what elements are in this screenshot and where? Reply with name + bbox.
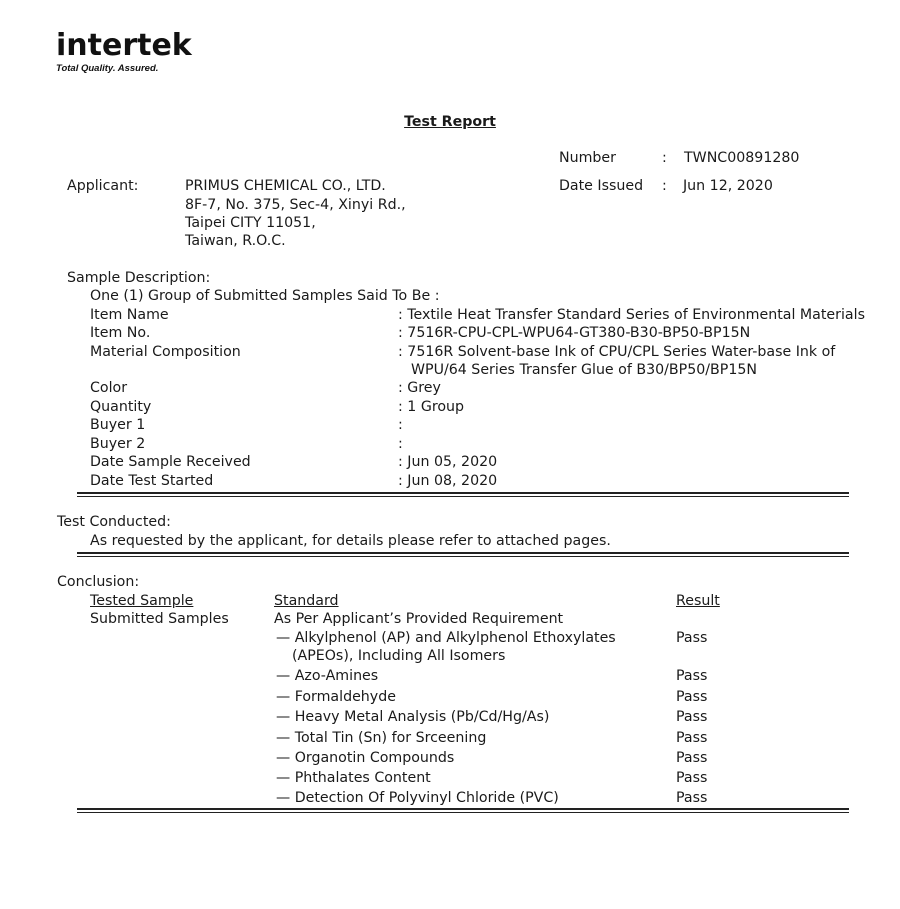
- sample-row-label: Date Test Started: [90, 473, 214, 489]
- standard-item-cont: (APEOs), Including All Isomers: [292, 648, 506, 664]
- standard-item: — Heavy Metal Analysis (Pb/Cd/Hg/As): [276, 709, 550, 725]
- date-issued-colon: :: [662, 178, 667, 194]
- result-value: Pass: [676, 770, 708, 786]
- col-header-result: Result: [676, 593, 720, 609]
- standard-item: — Alkylphenol (AP) and Alkylphenol Ethoxylates: [276, 630, 616, 646]
- sample-row-label: Item Name: [90, 307, 169, 323]
- result-value: Pass: [676, 630, 708, 646]
- sample-row-label: Item No.: [90, 325, 151, 341]
- result-value: Pass: [676, 750, 708, 766]
- number-value: TWNC00891280: [684, 150, 800, 166]
- standard-item: — Formaldehyde: [276, 689, 396, 705]
- conclusion-heading: Conclusion:: [57, 574, 140, 590]
- col-header-tested-sample: Tested Sample: [90, 593, 194, 609]
- standard-item: — Total Tin (Sn) for Srceening: [276, 730, 487, 746]
- sample-row-value-cont: WPU/64 Series Transfer Glue of B30/BP50/BP15N: [411, 362, 757, 378]
- sample-row-label: Material Composition: [90, 344, 241, 360]
- test-text: As requested by the applicant, for details please refer to attached pages.: [90, 533, 611, 549]
- sample-row-label: Color: [90, 380, 128, 396]
- sample-row-value: : Textile Heat Transfer Standard Series of Environmental Materials: [398, 307, 865, 323]
- section-divider: [77, 552, 849, 557]
- intertek-logo: [56, 30, 192, 75]
- sample-row-value: :: [398, 417, 403, 433]
- result-value: Pass: [676, 689, 708, 705]
- test-heading: Test Conducted:: [57, 514, 171, 530]
- section-divider: [77, 808, 849, 813]
- sample-row-label: Buyer 1: [90, 417, 146, 433]
- sample-row-value: : 7516R-CPU-CPL-WPU64-GT380-B30-BP50-BP15N: [398, 325, 751, 341]
- applicant-line: Taiwan, R.O.C.: [185, 233, 286, 249]
- sample-row-label: Buyer 2: [90, 436, 146, 452]
- standard-item: — Detection Of Polyvinyl Chloride (PVC): [276, 790, 559, 806]
- sample-row-value: : 1 Group: [398, 399, 465, 415]
- logo-tagline: Total Quality. Assured.: [56, 63, 159, 74]
- sample-heading: Sample Description:: [67, 270, 211, 286]
- date-issued-label: Date Issued: [559, 178, 644, 194]
- sample-row-value: : 7516R Solvent-base Ink of CPU/CPL Series Water-base Ink of: [398, 344, 836, 360]
- section-divider: [77, 492, 849, 497]
- applicant-line: PRIMUS CHEMICAL CO., LTD.: [185, 178, 386, 194]
- sample-row-label: Date Sample Received: [90, 454, 251, 470]
- applicant-line: 8F-7, No. 375, Sec-4, Xinyi Rd.,: [185, 197, 406, 213]
- col-header-standard: Standard: [274, 593, 339, 609]
- report-title: Test Report: [404, 114, 496, 130]
- tested-sample-name: Submitted Samples: [90, 611, 229, 627]
- standard-item: — Phthalates Content: [276, 770, 431, 786]
- standard-item: — Azo-Amines: [276, 668, 379, 684]
- sample-intro: One (1) Group of Submitted Samples Said To Be :: [90, 288, 440, 304]
- applicant-label: Applicant:: [67, 178, 139, 194]
- number-label: Number: [559, 150, 616, 166]
- requirement-text: As Per Applicant’s Provided Requirement: [274, 611, 564, 627]
- result-value: Pass: [676, 730, 708, 746]
- result-value: Pass: [676, 668, 708, 684]
- sample-row-value: : Grey: [398, 380, 441, 396]
- number-colon: :: [662, 150, 667, 166]
- logo-wordmark: intertek: [56, 28, 192, 63]
- result-value: Pass: [676, 709, 708, 725]
- date-issued-value: Jun 12, 2020: [683, 178, 773, 194]
- standard-item: — Organotin Compounds: [276, 750, 455, 766]
- sample-row-value: :: [398, 436, 403, 452]
- sample-row-value: : Jun 08, 2020: [398, 473, 498, 489]
- sample-row-value: : Jun 05, 2020: [398, 454, 498, 470]
- applicant-line: Taipei CITY 11051,: [185, 215, 316, 231]
- result-value: Pass: [676, 790, 708, 806]
- sample-row-label: Quantity: [90, 399, 152, 415]
